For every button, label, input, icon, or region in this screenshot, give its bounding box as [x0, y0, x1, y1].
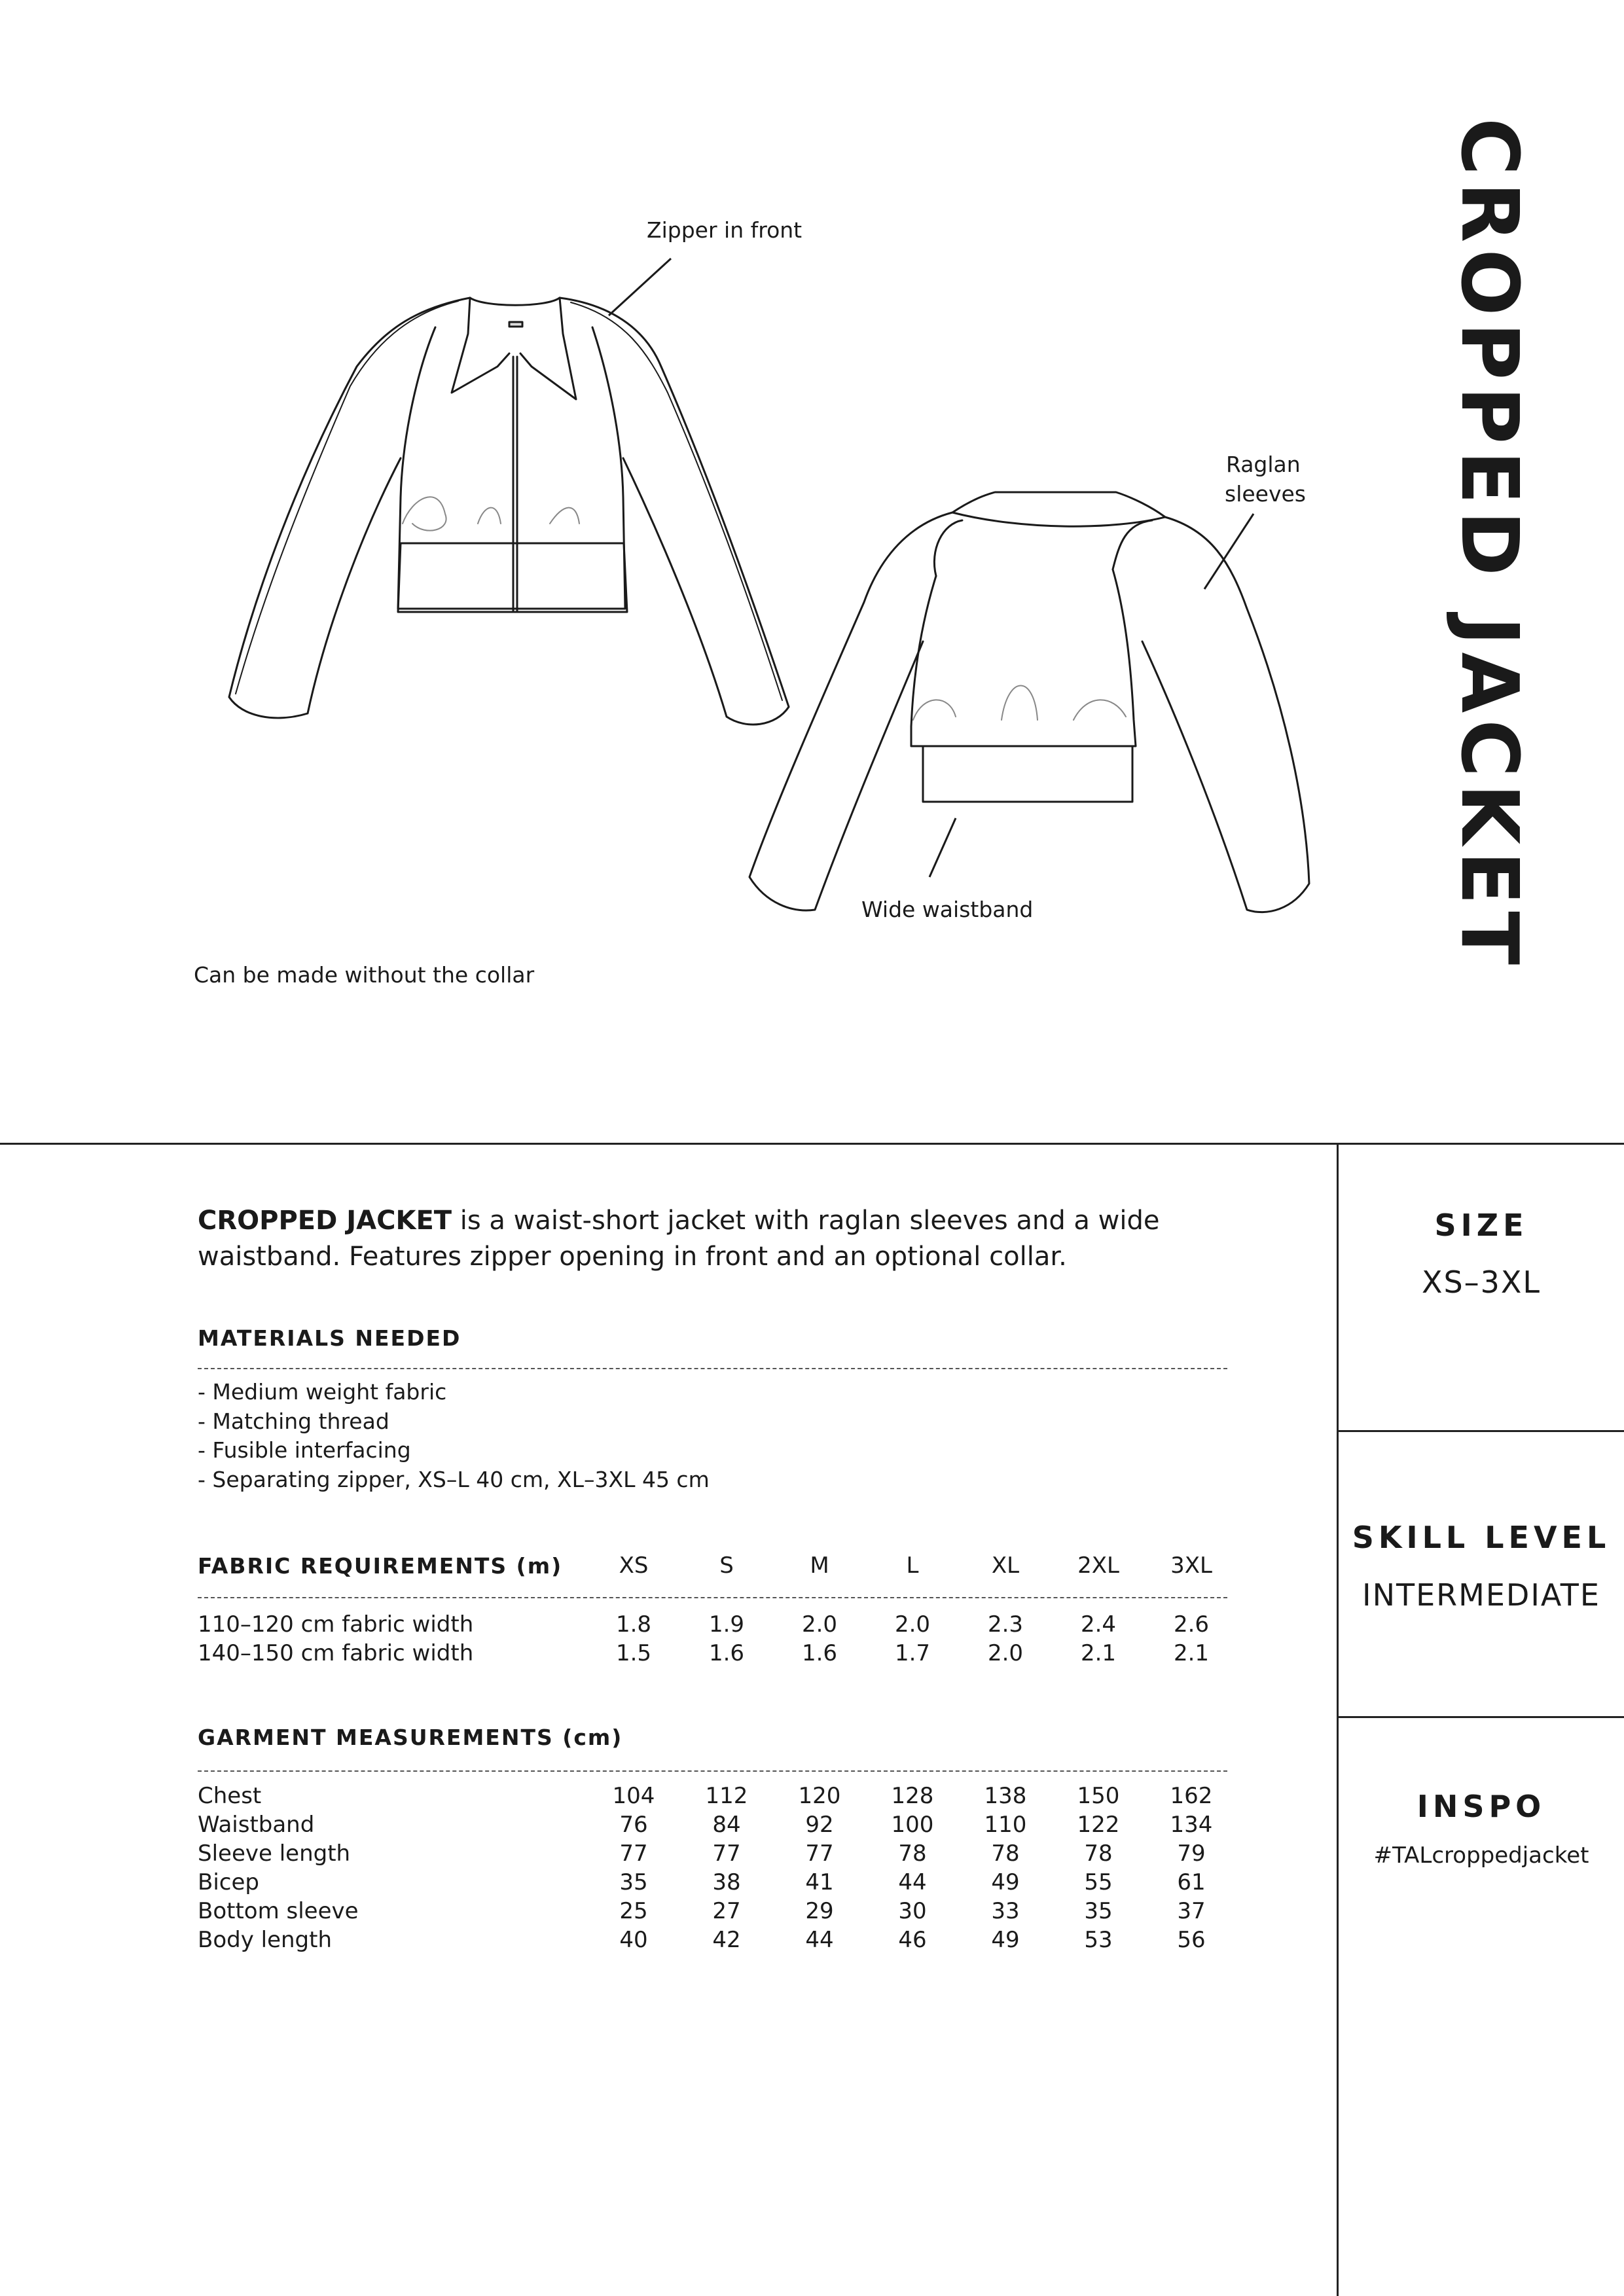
size-header: S: [719, 1552, 734, 1579]
cell: 40: [619, 1927, 648, 1953]
list-item: - Separating zipper, XS–L 40 cm, XL–3XL 45 cm: [198, 1466, 710, 1492]
cell: 49: [991, 1927, 1020, 1953]
jacket-illustration: [0, 0, 1407, 1021]
cell: 78: [898, 1840, 927, 1867]
materials-list: [198, 1378, 710, 1494]
dash-divider: [198, 1770, 1227, 1772]
cell: 78: [991, 1840, 1020, 1867]
cell: 2.0: [801, 1611, 838, 1638]
sidebar-divider: [1337, 1143, 1339, 2296]
skill-value: INTERMEDIATE: [1362, 1577, 1600, 1613]
cell: 1.7: [894, 1640, 931, 1666]
cell: 46: [898, 1927, 927, 1953]
size-header: XL: [991, 1552, 1020, 1579]
cell: 128: [891, 1783, 934, 1809]
table-row: [198, 1839, 1238, 1868]
cell: 2.0: [987, 1640, 1024, 1666]
cell: 41: [805, 1869, 834, 1895]
row-label: Waistband: [198, 1812, 315, 1838]
list-item: - Matching thread: [198, 1408, 389, 1434]
cell: 30: [898, 1898, 927, 1924]
cell: 25: [619, 1898, 648, 1924]
cell: 2.1: [1080, 1640, 1117, 1666]
cell: 92: [805, 1812, 834, 1838]
cell: 2.1: [1173, 1640, 1210, 1666]
cell: 120: [798, 1783, 841, 1809]
list-item: - Medium weight fabric: [198, 1379, 447, 1405]
table-row: [198, 1639, 1238, 1668]
table-row: [198, 1810, 1238, 1839]
cell: 134: [1170, 1812, 1213, 1838]
materials-heading: MATERIALS NEEDED: [198, 1325, 461, 1351]
cell: 77: [619, 1840, 648, 1867]
cell: 122: [1077, 1812, 1120, 1838]
cell: 79: [1177, 1840, 1206, 1867]
row-label: Bottom sleeve: [198, 1898, 359, 1924]
intro-paragraph: [198, 1203, 1278, 1275]
cell: 77: [805, 1840, 834, 1867]
section-divider: [0, 1143, 1624, 1145]
cell: 42: [712, 1927, 741, 1953]
cell: 2.3: [987, 1611, 1024, 1638]
collar-note: Can be made without the collar: [194, 962, 535, 988]
front-jacket-drawing: [229, 298, 789, 725]
cell: 1.6: [708, 1640, 745, 1666]
cell: 44: [805, 1927, 834, 1953]
cell: 76: [619, 1812, 648, 1838]
cell: 27: [712, 1898, 741, 1924]
cell: 35: [619, 1869, 648, 1895]
cell: 2.0: [894, 1611, 931, 1638]
table-row: [198, 1897, 1238, 1926]
cell: 2.6: [1173, 1611, 1210, 1638]
page-title: CROPPED JACKET: [1443, 118, 1534, 972]
cell: 100: [891, 1812, 934, 1838]
table-row: [198, 1610, 1238, 1639]
garment-heading: GARMENT MEASUREMENTS (cm): [198, 1725, 623, 1750]
size-header: 2XL: [1077, 1552, 1119, 1579]
cell: 49: [991, 1869, 1020, 1895]
sidebar-divider-1: [1337, 1430, 1624, 1432]
cell: 1.6: [801, 1640, 838, 1666]
cell: 53: [1084, 1927, 1113, 1953]
size-heading: SIZE: [1434, 1208, 1528, 1243]
size-value: XS–3XL: [1421, 1265, 1542, 1300]
intro-text: is a waist-short jacket with raglan sleeves and a wide waistband. Features zipper opening in front and an optional collar.: [198, 1206, 1160, 1272]
cell: 35: [1084, 1898, 1113, 1924]
row-label: Chest: [198, 1783, 262, 1809]
inspo-hashtag: #TALcroppedjacket: [1373, 1842, 1589, 1869]
zipper-callout: Zipper in front: [647, 217, 803, 243]
size-header: 3XL: [1170, 1552, 1212, 1579]
fabric-header-row: [198, 1551, 1238, 1580]
cell: 33: [991, 1898, 1020, 1924]
cell: 2.4: [1080, 1611, 1117, 1638]
garment-table: [198, 1782, 1238, 1954]
cell: 138: [984, 1783, 1027, 1809]
sidebar-divider-2: [1337, 1716, 1624, 1718]
cell: 56: [1177, 1927, 1206, 1953]
cell: 110: [984, 1812, 1027, 1838]
raglan-callout-line1: Raglan: [1226, 452, 1301, 477]
cell: 84: [712, 1812, 741, 1838]
raglan-callout-line2: sleeves: [1225, 481, 1306, 507]
table-row: [198, 1868, 1238, 1897]
skill-heading: SKILL LEVEL: [1352, 1520, 1611, 1555]
cell: 162: [1170, 1783, 1213, 1809]
back-jacket-drawing: [749, 492, 1309, 912]
table-row: [198, 1782, 1238, 1810]
size-header: XS: [619, 1552, 649, 1579]
cell: 77: [712, 1840, 741, 1867]
cell: 150: [1077, 1783, 1120, 1809]
list-item: - Fusible interfacing: [198, 1437, 411, 1463]
cell: 112: [705, 1783, 748, 1809]
dash-divider: [198, 1368, 1227, 1369]
cell: 78: [1084, 1840, 1113, 1867]
table-row: [198, 1926, 1238, 1954]
dash-divider: [198, 1597, 1227, 1598]
callout-lines: [609, 259, 1254, 877]
cell: 44: [898, 1869, 927, 1895]
cell: 1.8: [615, 1611, 652, 1638]
intro-name: CROPPED JACKET: [198, 1206, 452, 1236]
inspo-heading: INSPO: [1416, 1789, 1546, 1824]
fabric-table: [198, 1610, 1238, 1668]
cell: 29: [805, 1898, 834, 1924]
row-label: Body length: [198, 1927, 333, 1953]
cell: 37: [1177, 1898, 1206, 1924]
fabric-heading: FABRIC REQUIREMENTS (m): [198, 1552, 563, 1579]
row-label: 110–120 cm fabric width: [198, 1611, 474, 1638]
row-label: 140–150 cm fabric width: [198, 1640, 474, 1666]
row-label: Bicep: [198, 1869, 259, 1895]
size-header: L: [906, 1552, 919, 1579]
cell: 61: [1177, 1869, 1206, 1895]
cell: 55: [1084, 1869, 1113, 1895]
waistband-callout: Wide waistband: [861, 897, 1034, 922]
cell: 38: [712, 1869, 741, 1895]
cell: 1.5: [615, 1640, 652, 1666]
row-label: Sleeve length: [198, 1840, 351, 1867]
cell: 104: [612, 1783, 655, 1809]
cell: 1.9: [708, 1611, 745, 1638]
size-header: M: [810, 1552, 829, 1579]
